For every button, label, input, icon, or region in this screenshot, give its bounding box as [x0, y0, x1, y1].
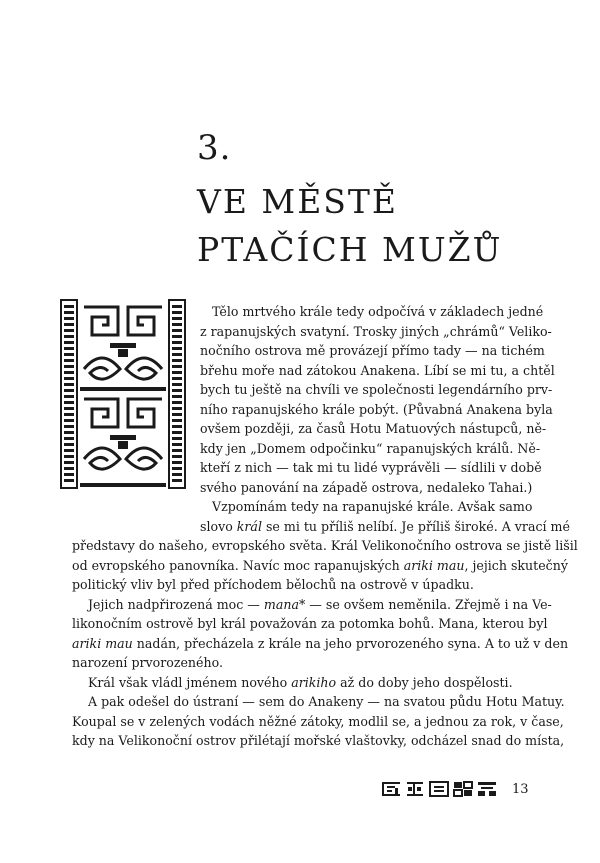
italic-term: mana* — [263, 596, 306, 612]
body-text: — se ovšem neměnila. Zřejmě i na Ve- — [305, 596, 552, 612]
body-text: až do doby jeho dospělosti. — [336, 674, 513, 690]
body-text: , jejich skutečný — [464, 557, 568, 573]
glyph-icon-4 — [453, 781, 473, 797]
italic-term: král — [236, 518, 262, 534]
chapter-title-line-2: PTAČÍCH MUŽŮ — [197, 230, 503, 269]
body-line — [72, 556, 568, 576]
body-line: kdy jen „Domem odpočinku“ rapanujských králů. Ně- — [200, 440, 541, 456]
italic-term: ariki mau — [403, 557, 465, 573]
glyph-icon-2 — [405, 781, 425, 797]
body-line: nočního ostrova mě provázejí přímo tady — na tichém — [200, 343, 545, 358]
body-line — [72, 634, 569, 654]
body-line: kdy na Velikonoční ostrov přilétají mořské vlaštovky, odcházel snad do místa, — [72, 733, 565, 748]
chapter-body-text — [72, 302, 578, 751]
body-line: bych tu ještě na chvíli ve společnosti legendárního prv- — [200, 382, 553, 397]
body-line: Tělo mrtvého krále tedy odpočívá v základech jedné — [212, 304, 544, 319]
body-line: ního rapanujského krále pobýt. (Půvabná Anakena byla — [200, 401, 553, 417]
body-line: narození prvorozeného. — [72, 655, 223, 670]
glyph-icon-5 — [477, 781, 497, 797]
body-text: se mi tu příliš nelíbí. Je příliš široké. A vrací mé — [261, 518, 570, 534]
body-text: slovo — [200, 518, 237, 534]
body-line — [72, 517, 570, 537]
italic-term: arikiho — [291, 674, 337, 690]
italic-term: ariki mau — [72, 635, 133, 651]
body-line: kteří z nich — tak mi tu lidé vyprávěli — sídlili v době — [200, 460, 542, 475]
body-text: Jejich nadpřirozená moc — — [88, 596, 264, 612]
footer-glyphs — [381, 781, 497, 797]
page-number: 13 — [512, 782, 529, 797]
chapter-title-line-1: VE MĚSTĚ — [197, 182, 398, 221]
body-line: politický vliv byl před příchodem bělochů na ostrově v úpadku. — [72, 577, 474, 592]
chapter-number: 3. — [197, 128, 232, 168]
body-line: Vzpomínám tedy na rapanujské krále. Avšak samo — [212, 499, 533, 514]
body-line: ovšem později, za časů Hotu Matuových nástupců, ně- — [200, 421, 547, 436]
wrapped-paragraphs — [72, 302, 570, 536]
body-line: představy do našeho, evropského světa. Král Velikonočního ostrova se jistě lišil — [72, 538, 578, 553]
body-line: břehu moře nad zátokou Anakena. Líbí se mi tu, a chtěl — [200, 362, 555, 378]
body-line: likonočním ostrově byl král považován za potomka bohů. Mana, kterou byl — [72, 616, 548, 631]
body-text: od evropského panovníka. Navíc moc rapanujských — [72, 557, 404, 573]
body-line — [72, 673, 528, 693]
glyph-icon-3 — [429, 781, 449, 797]
body-line: Koupal se v zelených vodách něžné zátoky, modlil se, a jednou za rok, v čase, — [72, 713, 564, 729]
glyph-icon-1 — [381, 781, 401, 797]
body-text: Král však vládl jménem nového — [88, 674, 292, 690]
body-text: nadán, přecházela z krále na jeho prvorozeného syna. A to už v den — [132, 635, 569, 651]
body-line: A pak odešel do ústraní — sem do Anakeny — na svatou půdu Hotu Matuy. — [88, 694, 565, 709]
body-line: svého panování na západě ostrova, nedaleko Tahai.) — [200, 479, 533, 495]
body-line: z rapanujských svatyní. Trosky jiných „chrámů“ Veliko- — [200, 323, 552, 339]
body-line — [72, 595, 552, 615]
chapter-title — [197, 178, 502, 274]
